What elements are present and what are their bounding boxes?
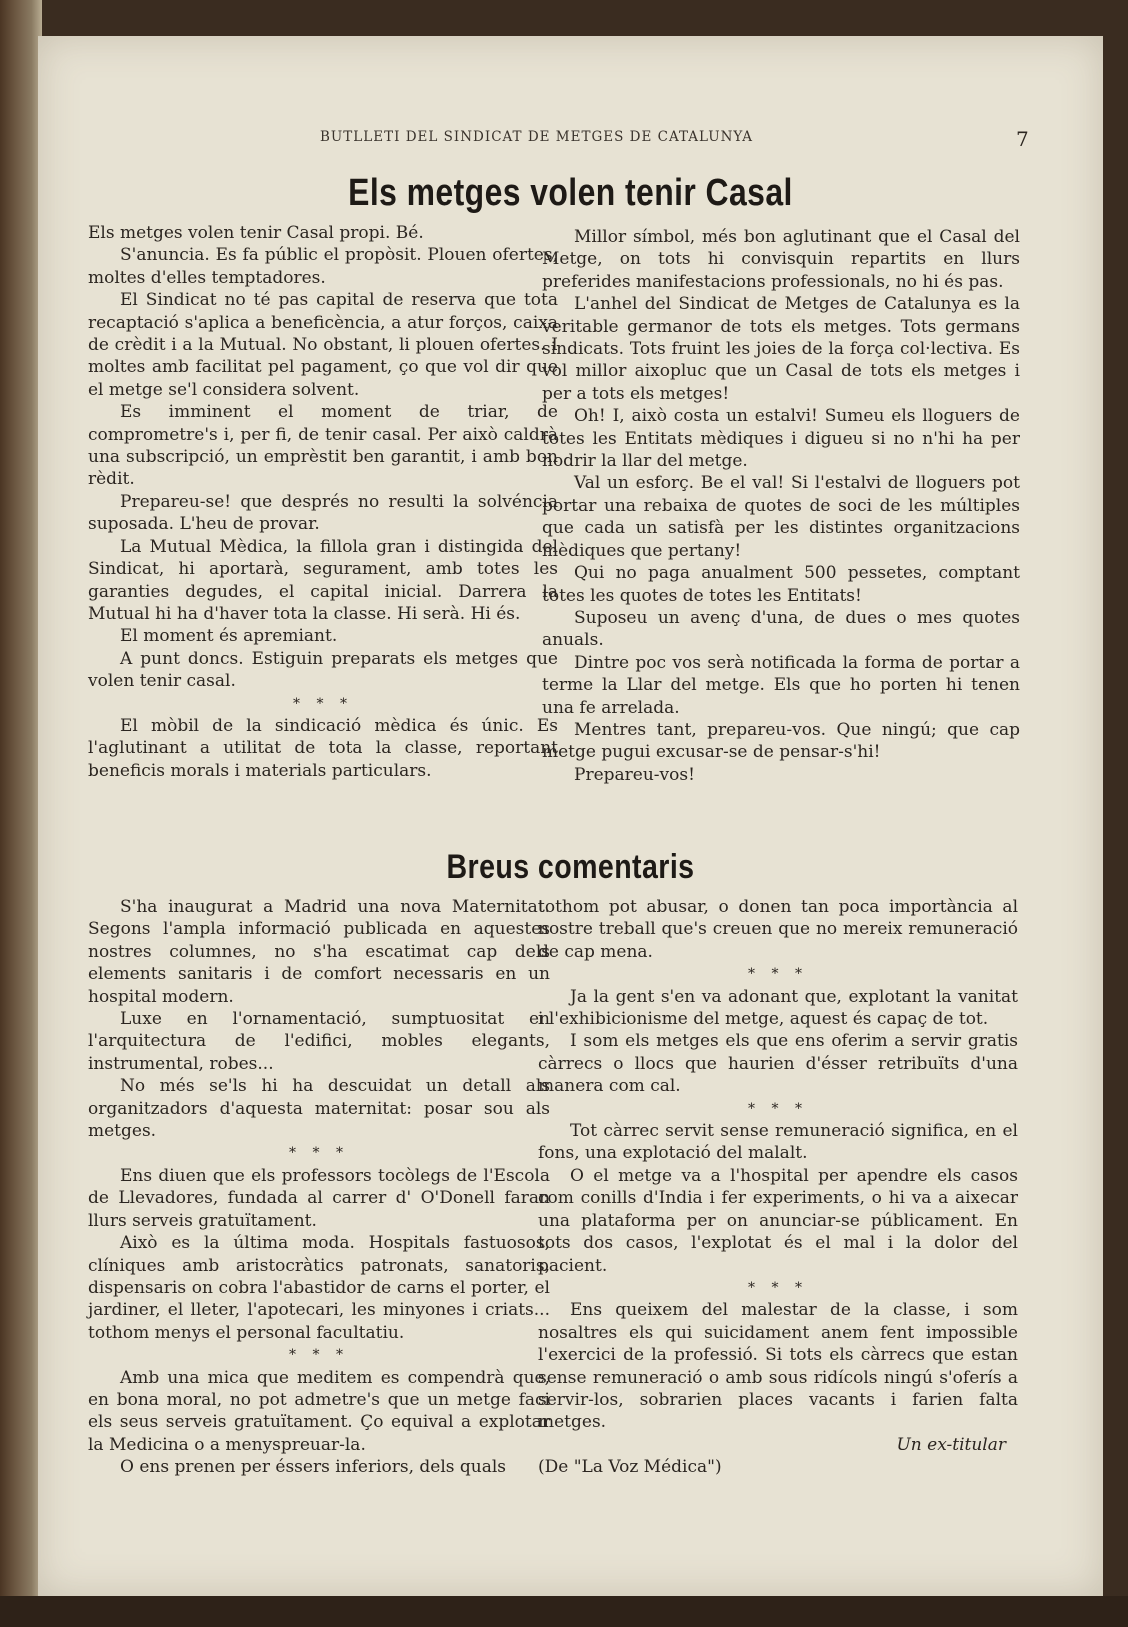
section-separator: * * * [289, 1145, 349, 1162]
paragraph: S'anuncia. Es fa públic el propòsit. Plouen ofertes, moltes d'elles temptadores. [88, 245, 558, 288]
paragraph: Millor símbol, més bon aglutinant que el Casal del Metge, on tots hi convisquin repartits en llurs preferides manifestacions professionals, no hi és pas. [542, 227, 1020, 292]
section-separator: * * * [289, 1347, 349, 1364]
paragraph: Ens queixem del malestar de la classe, i som nosaltres els qui suicidament anem fent impossible l'exercici de la professió. Si tots els càrrecs que estan sense remuneració o amb sous ridícols ningú s'oferís a servir-los, sobrarien places vacants i farien falta metges. [538, 1300, 1018, 1433]
paragraph: El Sindicat no té pas capital de reserva que tota recaptació s'aplica a beneficència, a atur forços, caixa de crèdit i a la Mutual. No obstant, li plouen ofertes. I moltes amb facilitat pel pagament, ço que vol dir que el metge se'l considera solvent. [88, 290, 558, 400]
section-separator: * * * [748, 966, 808, 983]
paragraph: S'ha inaugurat a Madrid una nova Maternitat. Segons l'ampla informació publicada en aquestes nostres columnes, no s'ha escatimat cap dels elements sanitaris i de comfort necessaris en un hospital modern. [88, 897, 550, 1007]
running-head [38, 127, 1103, 151]
paragraph: Això es la última moda. Hospitals fastuosos, clíniques amb aristocràtics patronats, sanatoris, dispensaris on cobra l'abastidor de carns el porter, el jardiner, el lleter, l'apotecari, les minyones i criats... tothom menys el personal facultatiu. [88, 1233, 550, 1343]
paragraph: Tot càrrec servit sense remuneració significa, en el fons, una explotació del malalt. [538, 1121, 1018, 1164]
paragraph: Amb una mica que meditem es compendrà que, en bona moral, no pot admetre's que un metge faci els seus serveis gratuïtament. Ço equival a explotar la Medicina o a menyspreuar-la. [88, 1367, 550, 1455]
article2-column-left [88, 896, 550, 1479]
paragraph: Mentres tant, prepareu-vos. Que ningú; que cap metge pugui excusar-se de pensar-s'hi! [542, 719, 1020, 763]
paragraph: No més se'ls hi ha descuidat un detall als organitzadors d'aquesta maternitat: posar sou als metges. [88, 1076, 550, 1142]
page [38, 36, 1103, 1596]
paragraph: Val un esforç. Be el val! Si l'estalvi de lloguers pot portar una rebaixa de quotes de soci de les múltiples que cada un satisfà per les distintes organitzacions mèdiques que pertany! [542, 473, 1020, 561]
paragraph: Dintre poc vos serà notificada la forma de portar a terme la Llar del metge. Els que ho porten hi tenen una fe arrelada. [542, 652, 1020, 718]
paragraph: La Mutual Mèdica, la fillola gran i distingida del Sindicat, hi aportarà, segurament, amb totes les garanties degudes, el capital inicial. Darrera la Mutual hi ha d'haver tota la classe. Hi serà. Hi és. [88, 536, 558, 624]
paragraph: tothom pot abusar, o donen tan poca importància al nostre treball que's creuen que no mereix remuneració de cap mena. [538, 897, 1018, 962]
paragraph: El moment és apremiant. [120, 626, 338, 647]
article-title-breus-comentaris: Breus comentaris [446, 848, 695, 886]
page-number: 7 [1016, 127, 1029, 151]
paragraph: Prepareu-vos! [574, 764, 695, 785]
paragraph: O ens prenen per éssers inferiors, dels quals [120, 1457, 507, 1478]
article-title-casal: Els metges volen tenir Casal [348, 172, 793, 214]
article1-column-right [542, 226, 1020, 786]
article1-column-left [88, 222, 558, 782]
author-signature: Un ex-titular [896, 1434, 1006, 1455]
book-binding [0, 0, 42, 1627]
section-separator: * * * [293, 695, 353, 712]
paragraph: Suposeu un avenç d'una, de dues o mes quotes anuals. [542, 607, 1020, 651]
paragraph: Luxe en l'ornamentació, sumptuositat en l'arquitectura de l'edifici, mobles elegants, instrumental, robes... [88, 1009, 550, 1074]
article2-column-right [538, 896, 1018, 1479]
paragraph: Ens diuen que els professors tocòlegs de l'Escola de Llevadores, fundada al carrer d' O'Donell faran llurs serveis gratuïtament. [88, 1165, 550, 1231]
paragraph: Prepareu-se! que després no resulti la solvéncia suposada. L'heu de provar. [88, 491, 558, 535]
paragraph: Els metges volen tenir Casal propi. Bé. [88, 223, 424, 243]
paragraph: L'anhel del Sindicat de Metges de Catalunya es la veritable germanor de tots els metges. Tots germans sindicats. Tots fruint les joies de la força col·lectiva. Es vol millor aixopluc que un Casal de tots els metges i per a tots els metges! [542, 294, 1020, 404]
paragraph: I som els metges els que ens oferim a servir gratis càrrecs o llocs que haurien d'ésser retribuïts d'una manera com cal. [538, 1031, 1018, 1097]
paragraph: Ja la gent s'en va adonant que, explotant la vanitat i l'exhibicionisme del metge, aquest és capaç de tot. [538, 986, 1018, 1030]
paragraph: O el metge va a l'hospital per apendre els casos com conills d'India i fer experiments, o hi va a aixecar una plataforma per on anunciar-se públicament. En tots dos casos, l'explotat és el mal i la dolor del pacient. [538, 1165, 1018, 1276]
paragraph: Qui no paga anualment 500 pessetes, comptant totes les quotes de totes les Entitats! [542, 563, 1020, 606]
scan-bottom-edge [0, 1596, 1128, 1627]
paragraph: A punt doncs. Estiguin preparats els metges que volen tenir casal. [88, 648, 558, 692]
journal-name: BUTLLETI DEL SINDICAT DE METGES DE CATALUNYA [320, 129, 754, 145]
section-separator: * * * [748, 1100, 808, 1117]
paragraph: El mòbil de la sindicació mèdica és únic. Es l'aglutinant a utilitat de tota la classe, reportant beneficis morals i materials particulars. [88, 715, 558, 781]
paragraph: Es imminent el moment de triar, de comprometre's i, per fi, de tenir casal. Per això caldrà una subscripció, un emprèstit ben garantit, i amb bon rèdit. [88, 402, 558, 490]
paragraph: Oh! I, això costa un estalvi! Sumeu els lloguers de totes les Entitats mèdiques i digueu si no n'hi ha per nodrir la llar del metge. [542, 406, 1020, 472]
source-citation: (De "La Voz Médica") [538, 1457, 722, 1478]
section-separator: * * * [748, 1279, 808, 1296]
